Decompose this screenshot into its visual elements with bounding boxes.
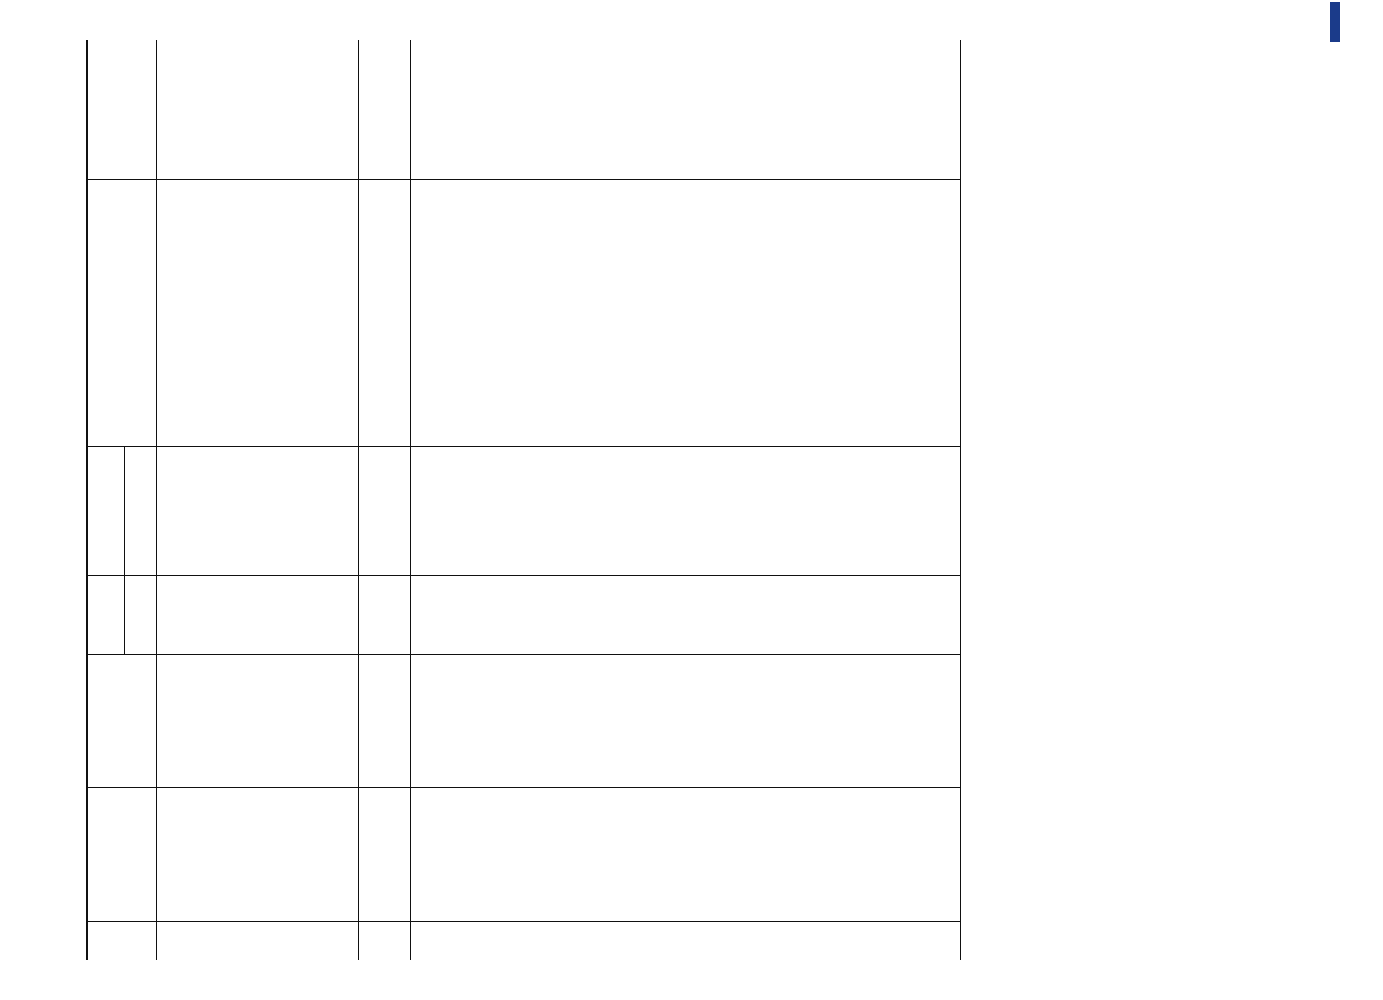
col-rule xyxy=(86,575,960,576)
dfg-logo xyxy=(1330,2,1340,42)
rotated-page xyxy=(40,0,1383,1000)
table-header-rule xyxy=(156,40,157,960)
page-content xyxy=(40,0,1383,1000)
etats-subrule xyxy=(124,576,125,655)
col-rule xyxy=(86,654,960,655)
table-middle-rule xyxy=(358,40,359,960)
col-rule xyxy=(86,921,960,922)
zahl-subrule xyxy=(124,447,125,576)
col-rule xyxy=(86,179,960,180)
col-rule xyxy=(86,787,960,788)
col-rule xyxy=(86,446,960,447)
table-section-rule xyxy=(410,40,411,960)
table-bottom-rule xyxy=(960,40,961,960)
table-top-rule xyxy=(86,40,88,960)
